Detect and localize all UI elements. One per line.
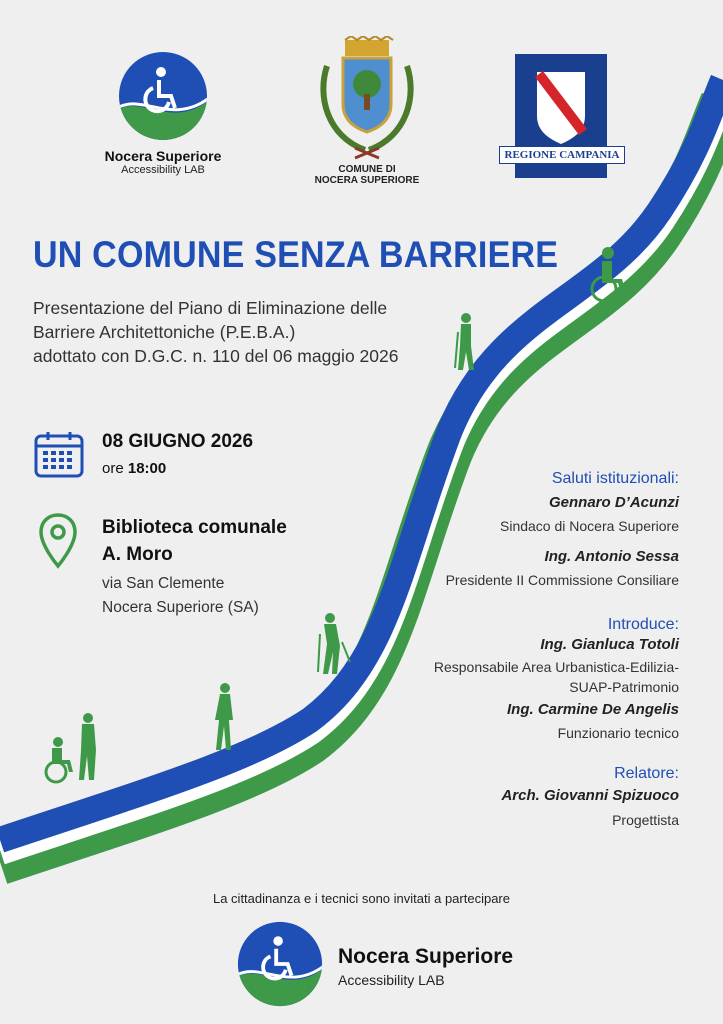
speaker-role: Progettista	[612, 812, 679, 828]
subtitle-line-3: adottato con D.G.C. n. 110 del 06 maggio 2026	[33, 346, 399, 366]
intro-heading: Introduce:	[607, 616, 679, 633]
venue-line-2: A. Moro	[102, 544, 173, 565]
elderly-cane-icon	[312, 612, 352, 676]
footer-logo-sub: Accessibility LAB	[338, 972, 445, 988]
address-line-2: Nocera Superiore (SA)	[102, 599, 259, 616]
page-title: UN COMUNE SENZA BARRIERE	[33, 234, 559, 275]
subtitle	[33, 296, 398, 368]
comune-line1: COMUNE DI	[338, 164, 396, 175]
lab-logo-name: Nocera Superiore	[104, 148, 222, 164]
venue	[102, 514, 287, 568]
greeting-role-2: Presidente II Commissione Consiliare	[445, 572, 679, 588]
regione-logo	[499, 54, 623, 178]
intro-role-2: Funzionario tecnico	[557, 725, 679, 741]
subtitle-line-2: Barriere Architettoniche (P.E.B.A.)	[33, 322, 296, 342]
intro-name-1: Ing. Gianluca Totoli	[540, 636, 679, 653]
wheelchair-person-icon-top	[580, 245, 628, 305]
event-time-prefix: ore	[102, 460, 124, 477]
event-time-value: 18:00	[127, 460, 167, 477]
venue-line-1: Biblioteca comunale	[102, 517, 287, 538]
calendar-icon	[34, 430, 84, 478]
speaker-heading: Relatore:	[614, 765, 679, 782]
subtitle-line-1: Presentazione del Piano di Eliminazione delle	[33, 298, 388, 318]
accessibility-lab-icon	[117, 50, 209, 142]
event-time	[102, 460, 166, 477]
greeting-name-2: Ing. Antonio Sessa	[544, 548, 679, 565]
elderly-walker-icon-top	[452, 312, 480, 372]
intro-name-2: Ing. Carmine De Angelis	[507, 701, 679, 718]
address	[102, 572, 259, 620]
greetings-heading: Saluti istituzionali:	[551, 470, 679, 487]
greeting-name-1: Gennaro D’Acunzi	[548, 494, 679, 511]
event-date: 08 GIUGNO 2026	[102, 431, 254, 452]
speakers-block	[349, 470, 679, 830]
address-line-1: via San Clemente	[102, 575, 225, 592]
intro-role-1b: SUAP-Patrimonio	[569, 679, 679, 695]
footer-accessibility-lab-icon	[236, 920, 324, 1008]
woman-walking-icon	[210, 682, 240, 752]
lab-logo	[88, 50, 238, 176]
lab-logo-sub: Accessibility LAB	[121, 164, 205, 176]
comune-crest-icon	[307, 36, 427, 164]
regione-label: REGIONE CAMPANIA	[499, 146, 625, 164]
speaker-name: Arch. Giovanni Spizuoco	[501, 787, 679, 804]
intro-role-1a: Responsabile Area Urbanistica-Edilizia-	[433, 659, 679, 675]
wheelchair-with-helper-icon	[40, 712, 110, 784]
comune-logo	[297, 36, 437, 186]
location-pin-icon	[38, 512, 78, 570]
invite-text: La cittadinanza e i tecnici sono invitati a partecipare	[212, 891, 510, 906]
greeting-role-1: Sindaco di Nocera Superiore	[500, 518, 679, 534]
comune-line2: NOCERA SUPERIORE	[314, 175, 420, 186]
footer-logo-name: Nocera Superiore	[338, 945, 514, 968]
